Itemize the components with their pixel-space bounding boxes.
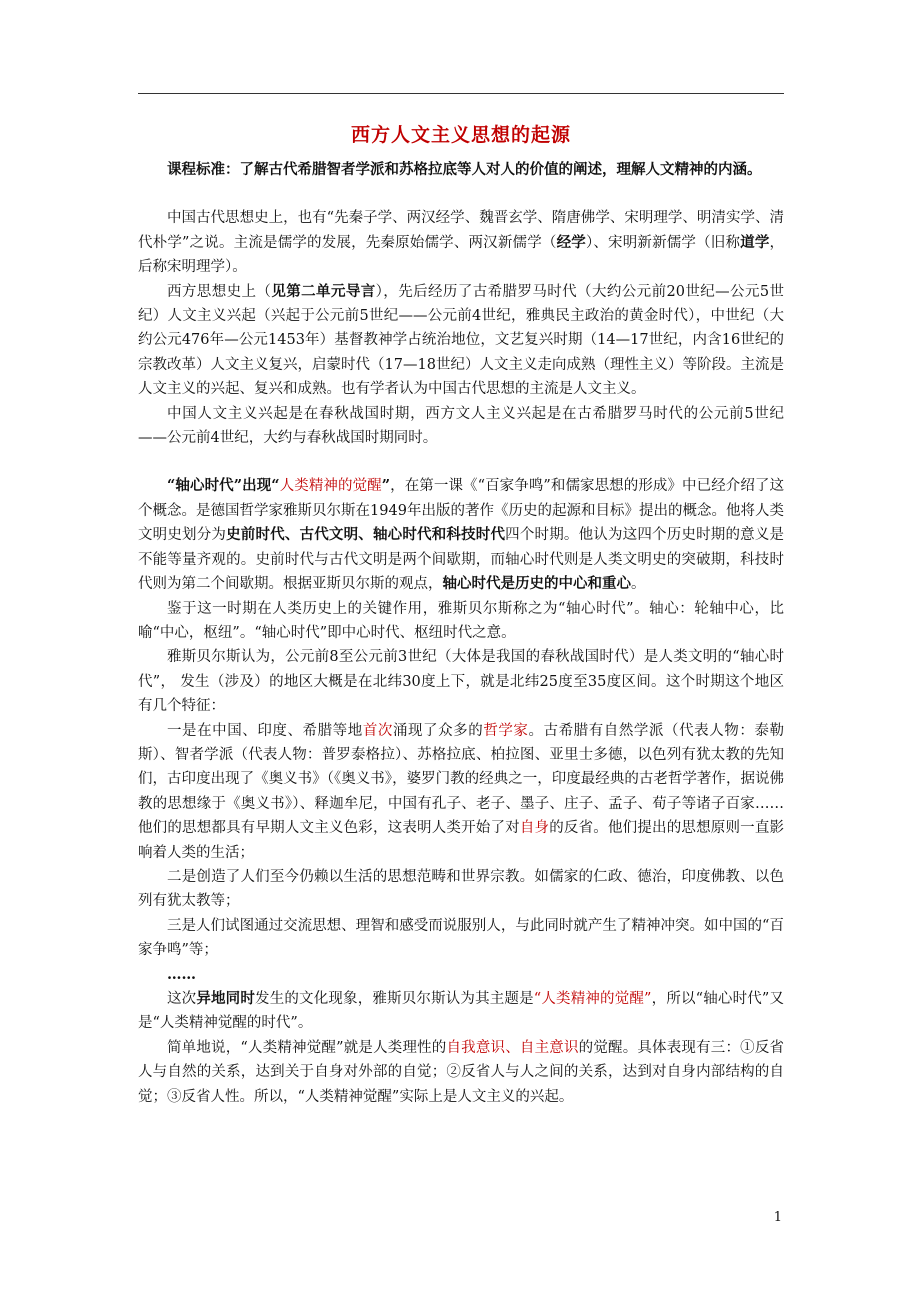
- paragraph-axial-age: “轴心时代”出现“人类精神的觉醒”，在第一课《“百家争鸣”和儒家思想的形成》中已经介绍了这个概念。是德国哲学家雅斯贝尔斯在1949年出版的著作《历史的起源和目标》提出的概念。他将人类文明史划分为史前时代、古代文明、轴心时代和科技时代四个时期。他认为这四个历史时期的意义是不能等量齐观的。史前时代与古代文明是两个间歇期，而轴心时代则是人类文明史的突破期，科技时代则为第二个间歇期。根据亚斯贝尔斯的观点，轴心时代是历史的中心和重心。: [138, 477, 785, 593]
- page-number: 1: [773, 1210, 782, 1225]
- page-title: 西方人文主义思想的起源: [350, 124, 571, 146]
- paragraph-western-thought: 西方思想史上（见第二单元导言），先后经历了古希腊罗马时代（大约公元前20世纪—公元5世纪）人文主义兴起（兴起于公元前5世纪——公元前4世纪，雅典民主政治的黄金时代），中世纪（大约公元476年—公元1453年）基督教神学占统治地位，文艺复兴时期（14—17世纪，内含16世纪的宗教改革）人文主义复兴，启蒙时代（17—18世纪）人文主义走向成熟（理性主义）等阶段。主流是人文主义的兴起、复兴和成熟。也有学者认为中国古代思想的主流是人文主义。: [138, 282, 784, 398]
- paragraph-awakening-summary: 简单地说，“人类精神觉醒”就是人类理性的自我意识、自主意识的觉醒。具体表现有三：①反省人与自然的关系，达到关于自身对外部的自觉；②反省人与人之间的关系，达到对自身内部结构的自觉；③反省人性。所以，“人类精神觉醒”实际上是人文主义的兴起。: [138, 1039, 785, 1105]
- paragraph-chinese-thought: 中国古代思想史上，也有“先秦子学、两汉经学、魏晋玄学、隋唐佛学、宋明理学、明清实学、清代朴学”之说。主流是儒学的发展，先秦原始儒学、两汉新儒学（经学）、宋明新新儒学（旧称道学，后称宋明理学）。: [138, 210, 785, 276]
- paragraph-awakening-theme: 这次异地同时发生的文化现象，雅斯贝尔斯认为其主题是“人类精神的觉醒”，所以“轴心时代”又是“人类精神觉醒的时代”。: [138, 990, 785, 1032]
- paragraph-feature-three: 三是人们试图通过交流思想、理智和感受而说服别人，与此同时就产生了精神冲突。如中国的“百家争鸣”等；: [138, 917, 784, 959]
- course-standard: 课程标准：了解古代希腊智者学派和苏格拉底等人对人的价值的阐述，理解人文精神的内涵。: [167, 161, 762, 178]
- document-body: [138, 158, 784, 1109]
- paragraph-feature-one: 一是在中国、印度、希腊等地首次涌现了众多的哲学家。古希腊有自然学派（代表人物：泰勒斯）、智者学派（代表人物：普罗泰格拉）、苏格拉底、柏拉图、亚里士多德，以色列有犹太教的先知们，古印度出现了《奥义书》（《奥义书》，婆罗门教的经典之一，印度最经典的古老哲学著作，据说佛教的思想缘于《奥义书》）、释迦牟尼，中国有孔子、老子、墨子、庄子、孟子、荀子等诸子百家……他们的思想都具有早期人文主义色彩，这表明人类开始了对自身的反省。他们提出的思想原则一直影响着人类的生活；: [138, 722, 785, 861]
- paragraph-humanism-rise: 中国人文主义兴起是在春秋战国时期，西方文人主义兴起是在古希腊罗马时代的公元前5世纪——公元前4世纪，大约与春秋战国时期同时。: [138, 405, 784, 447]
- ellipsis: ……: [167, 965, 196, 983]
- paragraph-axial-meaning: 鉴于这一时期在人类历史上的关键作用，雅斯贝尔斯称之为“轴心时代”。轴心：轮轴中心，比喻“中心，枢纽”。“轴心时代”即中心时代、枢纽时代之意。: [138, 600, 784, 641]
- header-rule: [138, 93, 784, 94]
- paragraph-feature-two: 二是创造了人们至今仍赖以生活的思想范畴和世界宗教。如儒家的仁政、德治，印度佛教、以色列有犹太教等；: [138, 868, 784, 910]
- paragraph-axial-period: 雅斯贝尔斯认为，公元前8至公元前3世纪（大体是我国的春秋战国时代）是人类文明的“轴心时代”， 发生（涉及）的地区大概是在北纬30度上下，就是北纬25度至35度区间。这个时期这个地区有几个特征：: [138, 649, 784, 715]
